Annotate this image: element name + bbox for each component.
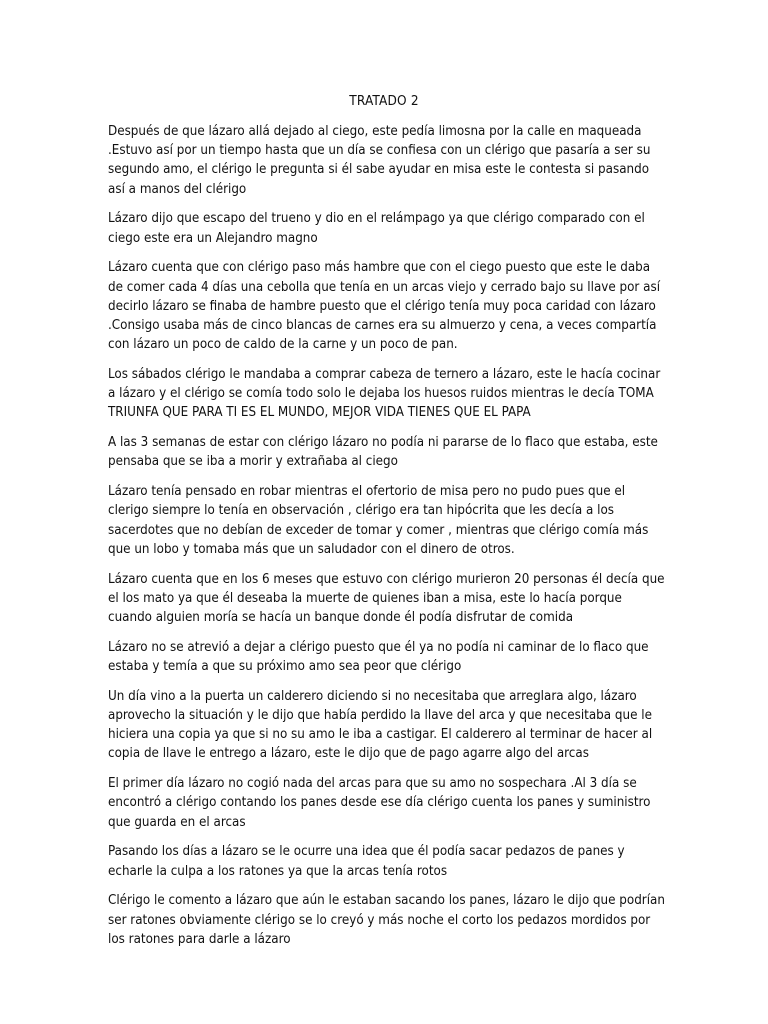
paragraph-8: Lázaro no se atrevió a dejar a clérigo puesto que él ya no podía ni caminar de lo flaco que estaba y temía a que su próximo amo sea peor que clérigo [108,639,649,675]
paragraph-4: Los sábados clérigo le mandaba a comprar cabeza de ternero a lázaro, este le hacía cocinar a lázaro y el clérigo se comía todo solo le dejaba los huesos ruidos mientras le decía TOMA TRIUNFA QUE PARA TI ES EL MUNDO, MEJOR VIDA TIENES QUE EL PAPA [108,367,661,421]
document-body [108,122,666,960]
paragraph-9: Un día vino a la puerta un calderero diciendo si no necesitaba que arreglara algo, lázaro aprovecho la situación y le dijo que había perdido la llave del arca y que necesitaba que le hiciera una copia ya que si no su amo le iba a castigar. El calderero al terminar de hacer al copia de llave le entrego a lázaro, este le dijo que de pago agarre algo del arcas [108,688,653,762]
document-title: TRATADO 2 [349,93,419,109]
paragraph-5: A las 3 semanas de estar con clérigo lázaro no podía ni pararse de lo flaco que estaba, este pensaba que se iba a morir y extrañaba al ciego [108,435,658,470]
paragraph-2: Lázaro dijo que escapo del trueno y dio en el relámpago ya que clérigo comparado con el ciego este era un Alejandro magno [108,211,645,246]
paragraph-3: Lázaro cuenta que con clérigo paso más hambre que con el ciego puesto que este le daba de comer cada 4 días una cebolla que tenía en un arcas viejo y cerrado bajo su llave por así decirlo lázaro se finaba de hambre puesto que el clérigo tenía muy poca caridad con lázaro .Consigo usaba más de cinco blancas de carnes era su almuerzo y cena, a veces compartía con lázaro un poco de caldo de la carne y un poco de pan. [108,260,661,353]
paragraph-1: Después de que lázaro allá dejado al ciego, este pedía limosna por la calle en maqueada .Estuvo así por un tiempo hasta que un día se confiesa con un clérigo que pasaría a ser su segundo amo, el clérigo le pregunta si él sabe ayudar en misa este le contesta si pasando así a manos del clérigo [108,124,651,197]
paragraph-11: Pasando los días a lázaro se le ocurre una idea que él podía sacar pedazos de panes y echarle la culpa a los ratones ya que la arcas tenía rotos [108,844,625,879]
paragraph-6: Lázaro tenía pensado en robar mientras el ofertorio de misa pero no pudo pues que el clerigo siempre lo tenía en observación , clérigo era tan hipócrita que les decía a los sacerdotes que no debían de exceder de tomar y comer , mientras que clérigo comía más que un lobo y tomaba más que un saludador con el dinero de otros. [108,484,649,557]
paragraph-12: Clérigo le comento a lázaro que aún le estaban sacando los panes, lázaro le dijo que podrían ser ratones obviamente clérigo se lo creyó y más noche el corto los pedazos mordidos por los ratones para darle a lázaro [108,893,665,947]
paragraph-7: Lázaro cuenta que en los 6 meses que estuvo con clérigo murieron 20 personas él decía que el los mato ya que él deseaba la muerte de quienes iban a misa, este lo hacía porque cuando alguien moría se hacía un banque donde él podía disfrutar de comida [108,571,665,626]
paragraph-10: El primer día lázaro no cogió nada del arcas para que su amo no sospechara .Al 3 día se encontró a clérigo contando los panes desde ese día clérigo cuenta los panes y suministro que guarda en el arcas [108,776,651,830]
